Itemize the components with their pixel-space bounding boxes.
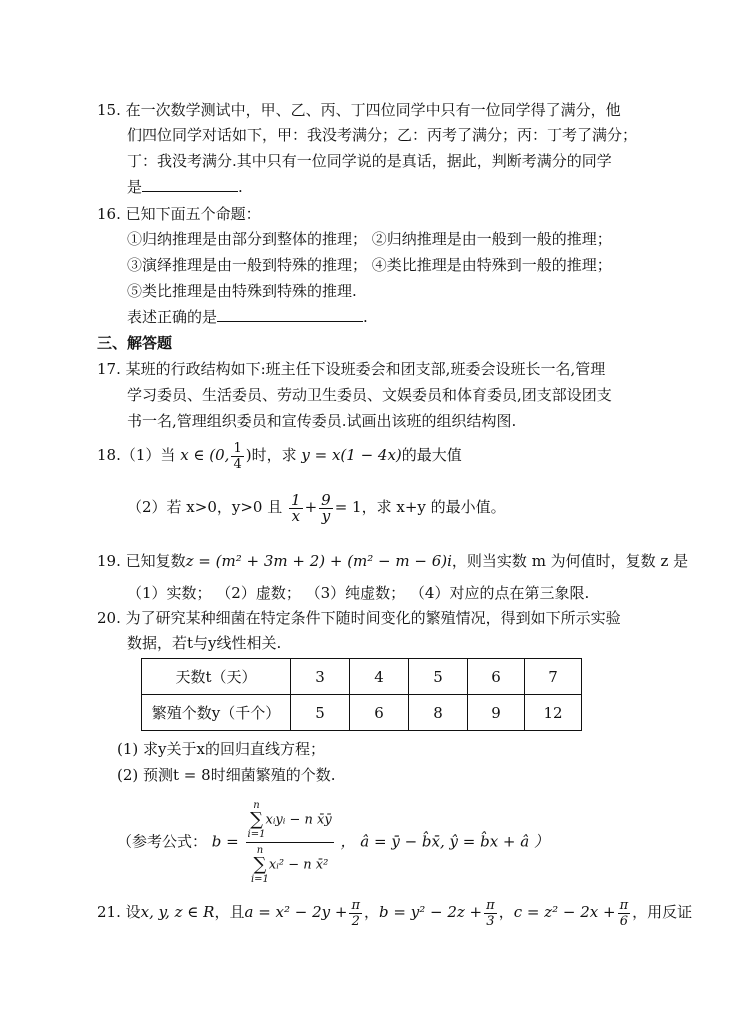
q15-line1: 15. 在一次数学测试中，甲、乙、丙、丁四位同学中只有一位同学得了满分，他 (97, 101, 621, 119)
q18-p1-mid: 时，求 (251, 446, 297, 464)
q21-frac-pi-3 (484, 898, 497, 929)
q16-answer-blank[interactable] (217, 307, 363, 322)
q16-prop-3-4: ③演绎推理是由一般到特殊的推理； ④类比推理是由特殊到一般的推理； (127, 256, 612, 274)
table-cell: 8 (409, 695, 468, 731)
q18-plus: + (304, 498, 318, 516)
q21-frac-pi-6 (618, 898, 631, 929)
sum-bot-index: i=1 (250, 874, 269, 885)
table-cell: 7 (525, 659, 582, 695)
q16-line5 (127, 307, 368, 327)
den-2: 2 (351, 913, 360, 929)
ref-numerator (246, 800, 334, 843)
table-cell: 6 (350, 695, 409, 731)
q16-prop-5: ⑤类比推理是由特殊到特殊的推理. (127, 282, 357, 300)
q18-part1 (97, 438, 462, 472)
sum-top-n: n (253, 800, 260, 811)
q21-mid: ，且 (214, 903, 245, 921)
table-row-days (142, 659, 582, 695)
ref-pre: （参考公式： (117, 832, 208, 851)
q15-line4 (127, 177, 243, 197)
q21-line1: 21. 设x, y, z ∈ R，且a = x² − 2y + $\frac{\pi}{2}$ ，b = y² − 2z + $\frac{\pi}{3}$ ，c = z² − 2x + $\frac{\pi}{6}$ ，用反证 (97, 897, 693, 929)
pi: π (486, 897, 495, 913)
ref-denominator (246, 843, 334, 885)
q20-line1: 20. 为了研究某种细菌在特定条件下随时间变化的繁殖情况，得到如下所示实验 (97, 609, 621, 627)
q18-p1-set: x ∈ (0, (180, 446, 230, 464)
q18-p1-frac-den: 4 (233, 456, 242, 472)
q19-parts: （1）实数； （2）虚数； （3）纯虚数； （4）对应的点在第三象限. (127, 584, 590, 602)
q16-suffix: . (363, 308, 368, 326)
q15-answer-blank[interactable] (142, 177, 238, 192)
q21-vars: x, y, z ∈ R (140, 903, 215, 921)
q18-fraction-1x (289, 490, 303, 525)
q18-fraction-9y (319, 490, 333, 525)
section-heading: 三、解答题 (97, 334, 173, 352)
q16-prop-1-2: ①归纳推理是由部分到整体的推理； ②归纳推理是由一般到一般的推理； (127, 230, 612, 248)
ref-fraction (246, 800, 334, 885)
q18-f2-num: 9 (321, 490, 331, 509)
q21-c: c = z² − 2x + (513, 903, 616, 921)
q19-post: ，则当实数 m 为何值时，复数 z 是 (451, 552, 689, 570)
q16-prefix: 表述正确的是 (127, 308, 218, 326)
q18-p1-close: ) (245, 446, 252, 464)
q21-a: a = x² − 2y + (244, 903, 348, 921)
table-row-count (142, 695, 582, 731)
pi: π (619, 897, 629, 913)
reference-formula (117, 800, 549, 885)
table-cell: 4 (350, 659, 409, 695)
ref-den-expr: xᵢ² − n x̄² (268, 857, 329, 873)
table-cell: 5 (409, 659, 468, 695)
q19-expr: z = (m² + 3m + 2) + (m² − m − 6)i (185, 552, 452, 570)
ref-post: ， â = ȳ − b̂x̄, ŷ = b̂x + â ） (340, 832, 549, 851)
q19-line1 (97, 551, 688, 571)
q20-sub1: (1) 求y关于x的回归直线方程； (117, 740, 325, 758)
ref-b: b = (211, 832, 239, 851)
table-cell: 5 (291, 695, 350, 731)
q18-eq: = 1 (334, 498, 362, 516)
q18-p1-pre: 18.（1）当 (97, 446, 176, 464)
q20-sub2: (2) 预测t = 8时细菌繁殖的个数. (117, 766, 336, 784)
table-cell: 6 (468, 659, 525, 695)
table-cell: 9 (468, 695, 525, 731)
ref-num-expr: xᵢyᵢ − n x̄ȳ (265, 812, 332, 828)
q17-line1: 17. 某班的行政结构如下:班主任下设班委会和团支部,班委会设班长一名,管理 (97, 360, 606, 378)
q15-line3: 丁：我没考满分.其中只有一位同学说的是真话，据此，判断考满分的同学 (127, 152, 612, 170)
table-cell: 12 (525, 695, 582, 731)
row-label-count: 繁殖个数y（千个） (142, 695, 291, 731)
q18-f2-den: y (321, 506, 331, 525)
q21-frac-pi-2 (349, 898, 362, 929)
pi: π (351, 897, 361, 913)
sum-symbol-top: n ∑ i=1 (247, 800, 266, 840)
q17-line2: 学习委员、生活委员、劳动卫生委员、文娱委员和体育委员,团支部设团支 (127, 386, 612, 404)
q15-line2: 们四位同学对话如下，甲：我没考满分；乙：丙考了满分；丙：丁考了满分； (127, 126, 638, 144)
q18-f1-den: x (291, 506, 301, 525)
q21-b: b = y² − 2z + (379, 903, 483, 921)
q20-line2: 数据，若t与y线性相关. (127, 634, 282, 652)
q18-p1-post: 的最大值 (401, 446, 462, 464)
row-label-days: 天数t（天） (142, 659, 291, 695)
q15-suffix: . (238, 178, 243, 196)
q18-p1-expr: y = x(1 − 4x) (301, 446, 402, 464)
q15-prefix: 是 (127, 178, 143, 196)
q18-p2-pre: （2）若 x>0，y>0 且 (127, 498, 283, 516)
q18-p1-frac-num: 1 (233, 440, 242, 456)
sum-top-index: i=1 (247, 829, 266, 840)
q16-line1: 16. 已知下面五个命题： (97, 205, 261, 223)
table-cell: 3 (291, 659, 350, 695)
q21-post: ，用反证 (632, 903, 693, 921)
q21-pre: 21. 设 (97, 903, 141, 921)
q18-part2 (127, 490, 506, 524)
data-table (141, 658, 582, 731)
sum-bot-n: n (256, 845, 264, 856)
q18-p2-post: ，求 x+y 的最小值。 (361, 498, 506, 516)
sum-symbol-bottom: n ∑ i=1 (250, 845, 269, 885)
den-3: 3 (486, 913, 495, 929)
den-6: 6 (619, 913, 628, 929)
q18-f1-num: 1 (291, 490, 301, 509)
q18-p1-fraction (231, 441, 243, 472)
q17-line3: 书一名,管理组织委员和宣传委员.试画出该班的组织结构图. (127, 412, 517, 430)
q19-pre: 19. 已知复数 (97, 552, 186, 570)
